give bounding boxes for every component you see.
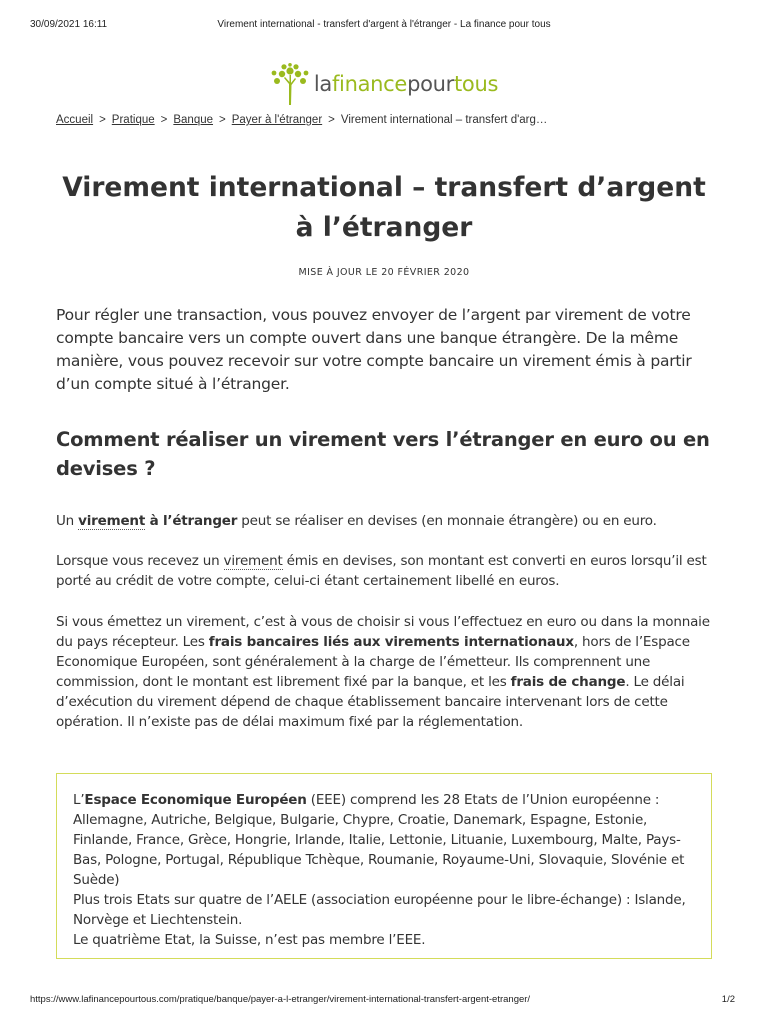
print-datetime: 30/09/2021 16:11 — [30, 19, 108, 30]
print-url: https://www.lafinancepourtous.com/pratique/banque/payer-a-l-etranger/virement-international-transfert-argent-etranger/ — [30, 994, 531, 1005]
breadcrumb-item-payer-etranger[interactable]: Payer à l'étranger — [231, 114, 323, 126]
infobox-suisse: Le quatrième Etat, la Suisse, n’est pas membre l’EEE. — [73, 932, 426, 948]
update-date: MISE À JOUR LE 20 FÉVRIER 2020 — [298, 267, 470, 278]
breadcrumb-separator: > — [99, 114, 106, 126]
tree-logo-icon — [270, 63, 310, 105]
breadcrumb-item-banque[interactable]: Banque — [173, 114, 214, 126]
paragraph-frais: Si vous émettez un virement, c’est à vous de choisir si vous l’effectuez en euro ou dans la monnaie du pays récepteur. Les frais bancaires liés aux virements internationaux, hors de l’Espace Economique Européen, sont généralement à la charge de l’émetteur. Ils comprennent une commission, dont le montant est librement fixé par la banque, et les frais de change. Le délai d’exécution du virement dépend de chaque établissement bancaire intervenant lors de cette opération. Il n’existe pas de délai maximum fixé par la réglementation. — [56, 614, 710, 730]
page-number: 1/2 — [721, 994, 735, 1005]
paragraph-reception-devises: Lorsque vous recevez un virement émis en devises, son montant est converti en euros lorsqu’il est porté au crédit de votre compte, celui-ci étant certainement libellé en euros. — [56, 553, 707, 589]
print-footer — [0, 994, 768, 1014]
logo-wordmark: lafinancepourtous — [313, 72, 499, 96]
infobox-aele: Plus trois Etats sur quatre de l’AELE (association européenne pour le libre-échange) : Islande, Norvège et Liechtenstein. — [73, 892, 686, 928]
breadcrumb-item-pratique[interactable]: Pratique — [111, 114, 155, 126]
print-header — [0, 0, 768, 40]
page-title: Virement international – transfert d’argent à l’étranger — [62, 172, 706, 243]
site-logo[interactable] — [0, 62, 768, 106]
section-heading: Comment réaliser un virement vers l’étranger en euro ou en devises ? — [56, 428, 710, 480]
breadcrumb-current: Virement international – transfert d'arg… — [340, 114, 548, 126]
breadcrumb-separator: > — [160, 114, 168, 126]
glossary-link-virement-2[interactable]: virement — [223, 553, 283, 569]
breadcrumb-separator: > — [328, 114, 335, 126]
bold-frais-bancaires: frais bancaires liés aux virements internationaux — [208, 634, 574, 650]
infobox-eee-members: L’Espace Economique Européen (EEE) comprend les 28 Etats de l’Union européenne : Allemagne, Autriche, Belgique, Bulgarie, Chypre, Croatie, Danemark, Espagne, Estonie, Finlande, France, Grèce, Hongrie, Irlande, Italie, Lettonie, Lituanie, Luxembourg, Malte, Pays-Bas, Pologne, Portugal, République Tchèque, Roumanie, Royaume-Uni, Slovaquie, Slovénie et Suède) — [73, 792, 685, 888]
article-lead: Pour régler une transaction, vous pouvez envoyer de l’argent par virement de votre compte bancaire vers un compte ouvert dans une banque étrangère. De la même manière, vous pouvez recevoir sur votre compte bancaire un virement émis à partir d’un compte situé à l’étranger. — [56, 306, 692, 393]
breadcrumb-item-accueil[interactable]: Accueil — [56, 114, 94, 126]
paragraph-virement-etranger: Un virement à l’étranger peut se réaliser en devises (en monnaie étrangère) ou en euro. — [56, 513, 657, 529]
bold-frais-change: frais de change — [510, 674, 626, 690]
breadcrumb-separator: > — [219, 114, 226, 126]
print-document-title: Virement international - transfert d'argent à l'étranger - La finance pour tous — [217, 19, 551, 30]
glossary-link-virement[interactable]: virement — [78, 513, 146, 529]
eee-info-box — [56, 773, 712, 959]
breadcrumb — [56, 114, 716, 126]
